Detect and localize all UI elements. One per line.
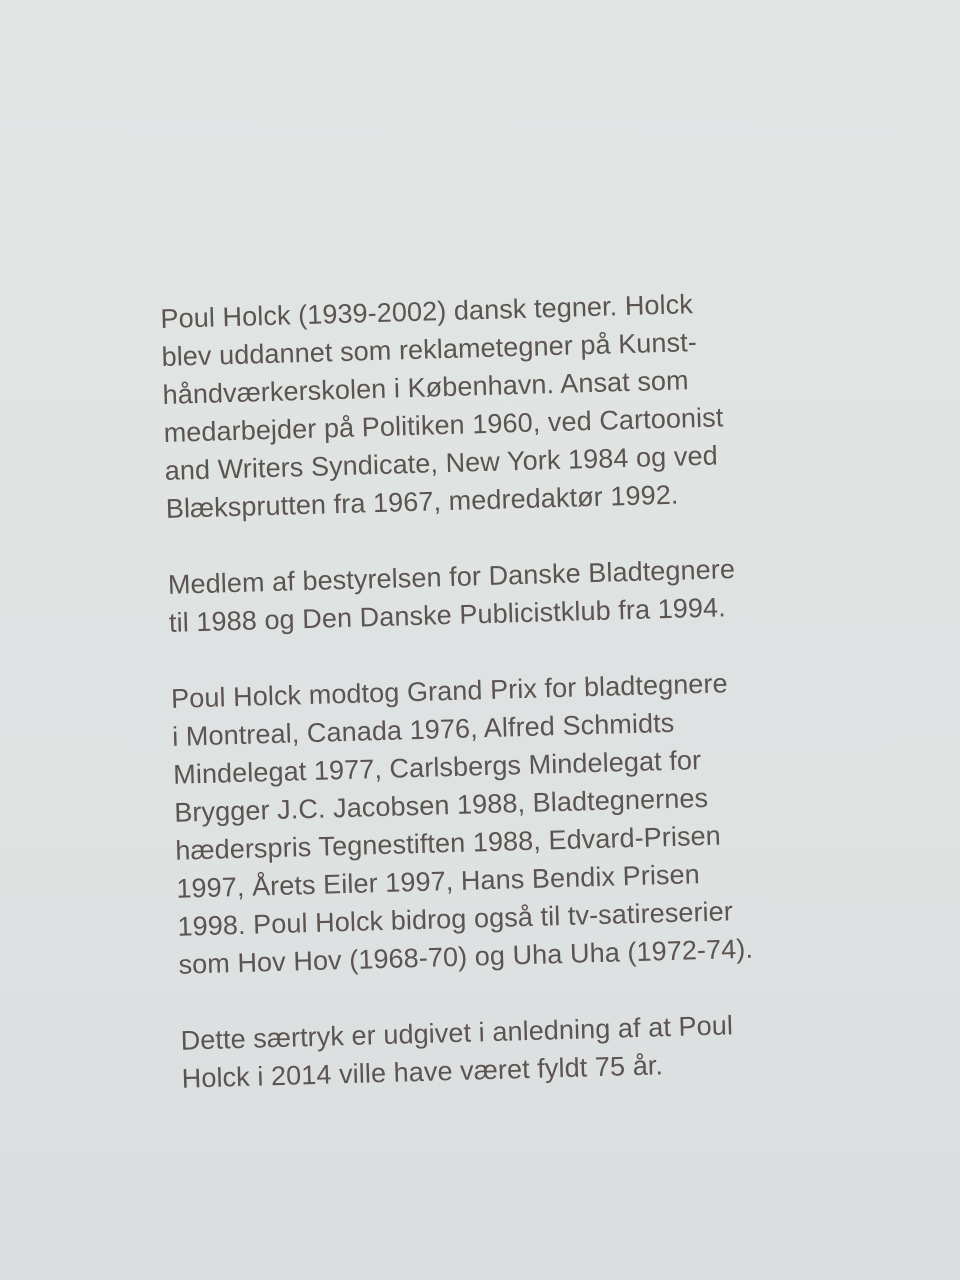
text-line: i Montreal, Canada 1976, Alfred Schmidts: [171, 707, 675, 752]
text-line: 1998. Poul Holck bidrog også til tv-satireserier: [177, 896, 734, 942]
text-line: Mindelegat 1977, Carlsbergs Mindelegat for: [172, 745, 702, 790]
paragraph-publication-note: [180, 1002, 882, 1098]
text-line: and Writers Syndicate, New York 1984 og ved: [164, 440, 719, 486]
text-line: Brygger J.C. Jacobsen 1988, Bladtegnernes: [173, 782, 709, 828]
text-line: som Hov Hov (1968-70) og Uha Uha (1972-74).: [178, 933, 754, 980]
text-line: Medlem af bestyrelsen for Danske Bladtegnere: [167, 554, 736, 600]
text-line: Poul Holck (1939-2002) dansk tegner. Holck: [160, 289, 694, 334]
paragraph-memberships: [167, 546, 869, 642]
paragraph-awards: [171, 660, 879, 983]
text-line: blev uddannet som reklametegner på Kunst-: [161, 327, 698, 372]
text-line: til 1988 og Den Danske Publicistklub fra 1994.: [168, 592, 727, 638]
biography-text: [160, 280, 883, 1135]
paragraph-biography: [160, 280, 866, 527]
text-line: medarbejder på Politiken 1960, ved Cartoonist: [163, 402, 724, 448]
text-line: 1997, Årets Eiler 1997, Hans Bendix Prisen: [176, 859, 701, 904]
text-line: Holck i 2014 ville have været fyldt 75 år.: [181, 1050, 664, 1094]
text-line: Blæksprutten fra 1967, medredaktør 1992.: [165, 479, 679, 524]
text-line: håndværkerskolen i København. Ansat som: [162, 365, 690, 410]
text-line: hæderspris Tegnestiften 1988, Edvard-Prisen: [174, 820, 722, 866]
text-line: Poul Holck modtog Grand Prix for bladtegnere: [170, 668, 729, 714]
text-line: Dette særtryk er udgivet i anledning af at Poul: [180, 1010, 734, 1056]
